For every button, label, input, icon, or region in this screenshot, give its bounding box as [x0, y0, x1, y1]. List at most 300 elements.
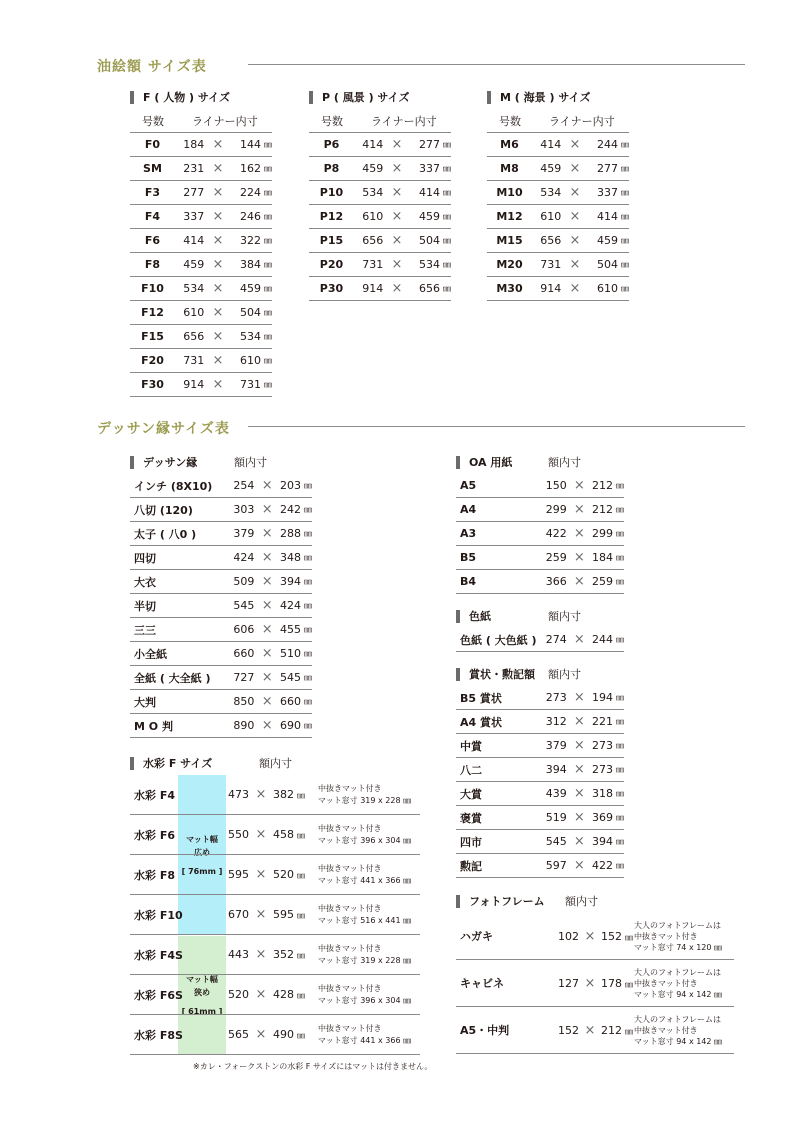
size-number: M30: [496, 282, 523, 295]
times-sign: ×: [569, 209, 581, 224]
size-number: M20: [496, 258, 523, 271]
mat-wide-label: マット幅: [186, 834, 218, 844]
table-row: [130, 815, 420, 855]
size-number: P8: [323, 162, 340, 175]
times-sign: ×: [573, 714, 585, 729]
table-row: [130, 714, 312, 738]
table-row: [130, 157, 272, 181]
mat-note-line2: マット窓寸 396 x 304 ㎜: [318, 995, 412, 1005]
size-number: M15: [496, 234, 523, 247]
size-values: [228, 1027, 318, 1042]
col-number-label: 号数: [321, 114, 343, 128]
table-heading: [456, 450, 624, 474]
mat-note-line2: マット窓寸 516 x 441 ㎜: [318, 915, 412, 925]
table-heading-label: 賞状・勲記額: [469, 668, 535, 681]
size-width: 277: [183, 186, 205, 199]
table-row: [130, 895, 420, 935]
size-width: 414: [540, 138, 562, 151]
table-row: [309, 181, 451, 205]
size-values: [228, 987, 318, 1002]
p-size-table: [309, 85, 451, 301]
size-height: 510: [280, 647, 302, 660]
heading-bar: [309, 91, 313, 104]
unit-mm: ㎜: [297, 871, 305, 880]
size-number: F12: [141, 306, 164, 319]
size-width: 890: [233, 719, 255, 732]
unit-mm: ㎜: [625, 1026, 633, 1036]
size-number: M10: [496, 186, 523, 199]
mat-note: [318, 943, 411, 967]
size-values: [228, 827, 318, 842]
times-sign: ×: [255, 787, 267, 802]
size-height: 459: [597, 234, 618, 247]
table-heading: [130, 85, 272, 109]
frame-name: B4: [460, 575, 477, 588]
table-row: [487, 229, 629, 253]
table-row: [130, 229, 272, 253]
times-sign: ×: [391, 233, 403, 248]
frame-name: A5・中判: [460, 1024, 510, 1037]
column-header-row: [309, 109, 451, 133]
table-heading-label: M ( 海景 ) サイズ: [500, 91, 591, 104]
mat-note-line1: 中抜きマット付き: [318, 943, 382, 953]
size-height: 422: [592, 859, 613, 872]
photo-note-line1: 大人のフォトフレームは: [634, 920, 722, 930]
size-height: 212: [592, 479, 613, 492]
size-width: 656: [362, 234, 384, 247]
frame-name: 水彩 F6S: [134, 988, 183, 1002]
times-sign: ×: [584, 1022, 596, 1038]
size-width: 414: [183, 234, 205, 247]
size-width: 606: [233, 623, 255, 636]
unit-mm: ㎜: [297, 791, 305, 800]
photo-note-line2: 中抜きマット付き: [634, 931, 698, 941]
size-width: 424: [233, 551, 255, 564]
times-sign: ×: [573, 786, 585, 801]
times-sign: ×: [569, 233, 581, 248]
unit-mm: ㎜: [616, 635, 624, 644]
table-row: [456, 758, 624, 782]
frame-name: 大賞: [460, 787, 482, 801]
table-row: [130, 594, 312, 618]
unit-mm: ㎜: [621, 260, 629, 269]
award-frame-table: [456, 662, 624, 878]
heading-bar: [487, 91, 491, 104]
times-sign: ×: [261, 574, 273, 589]
size-width: 520: [228, 988, 249, 1001]
size-height: 731: [240, 378, 261, 391]
size-width: 127: [558, 976, 579, 990]
size-width: 610: [183, 306, 205, 319]
frame-name: 八切 (120): [134, 503, 193, 517]
table-row: [456, 474, 624, 498]
frame-name: 水彩 F6: [134, 828, 175, 842]
photo-note-line3: マット窓寸 94 x 142 ㎜: [634, 1036, 723, 1046]
times-sign: ×: [391, 281, 403, 296]
table-row: [130, 642, 312, 666]
size-values: [558, 929, 634, 944]
mat-note-line1: 中抜きマット付き: [318, 823, 382, 833]
size-height: 545: [280, 671, 302, 684]
times-sign: ×: [261, 502, 273, 517]
unit-mm: ㎜: [616, 693, 624, 702]
size-values: [228, 787, 318, 802]
times-sign: ×: [212, 377, 224, 392]
size-width: 299: [545, 503, 567, 516]
table-row: [130, 666, 312, 690]
unit-mm: ㎜: [443, 188, 451, 197]
frame-name: 太子 ( 八0 ): [134, 527, 197, 541]
size-width: 102: [558, 929, 579, 943]
mat-narrow-width: [ 61mm ]: [181, 1006, 223, 1016]
times-sign: ×: [261, 622, 273, 637]
size-number: P10: [319, 186, 344, 199]
size-width: 152: [558, 1023, 579, 1037]
size-number: F6: [144, 234, 161, 247]
unit-mm: ㎜: [621, 212, 629, 221]
table-row: [456, 522, 624, 546]
table-row: [130, 498, 312, 522]
size-width: 337: [183, 210, 205, 223]
heading-bar: [130, 456, 134, 469]
frame-name: キャビネ: [460, 977, 504, 990]
size-width: 519: [545, 811, 567, 824]
table-row: [130, 205, 272, 229]
size-height: 162: [240, 162, 261, 175]
unit-mm: ㎜: [264, 308, 272, 317]
mat-note: [318, 1023, 411, 1047]
col-size-label: 額内寸: [548, 610, 581, 623]
table-row: [456, 686, 624, 710]
watercolor-heading-label: 水彩 F サイズ: [143, 757, 213, 770]
table-heading: [456, 662, 624, 686]
watercolor-footnote: ※カレ・フォークストンの水彩 F サイズにはマットは付きません。: [193, 1062, 433, 1071]
unit-mm: ㎜: [616, 553, 624, 562]
table-row: [130, 570, 312, 594]
times-sign: ×: [569, 281, 581, 296]
size-height: 277: [597, 162, 618, 175]
mat-note: [318, 903, 411, 927]
size-width: 439: [545, 787, 567, 800]
table-row: [487, 133, 629, 157]
size-number: P30: [319, 282, 344, 295]
size-height: 348: [280, 551, 302, 564]
unit-mm: ㎜: [264, 284, 272, 293]
size-height: 224: [240, 186, 261, 199]
size-width: 273: [545, 691, 567, 704]
size-number: SM: [143, 162, 162, 175]
times-sign: ×: [569, 257, 581, 272]
unit-mm: ㎜: [304, 505, 313, 514]
col-size-label: 額内寸: [548, 456, 581, 469]
size-height: 212: [592, 503, 613, 516]
size-height: 504: [419, 234, 440, 247]
unit-mm: ㎜: [616, 861, 624, 870]
size-height: 203: [280, 479, 302, 492]
unit-mm: ㎜: [264, 260, 272, 269]
frame-name: 四市: [460, 835, 482, 849]
size-height: 428: [273, 988, 294, 1001]
times-sign: ×: [573, 526, 585, 541]
frame-name: 八二: [460, 763, 482, 777]
times-sign: ×: [391, 257, 403, 272]
heading-bar: [130, 757, 134, 770]
size-width: 379: [233, 527, 255, 540]
table-row: [456, 734, 624, 758]
table-row: [309, 253, 451, 277]
size-width: 595: [228, 868, 249, 881]
table-row: [130, 181, 272, 205]
photo-note: [634, 920, 722, 953]
size-values: [228, 907, 318, 922]
mat-note-line1: 中抜きマット付き: [318, 903, 382, 913]
table-heading-label: デッサン縁: [143, 456, 198, 469]
frame-name: 中賞: [460, 739, 482, 753]
size-height: 458: [273, 828, 294, 841]
photo-note-line3: マット窓寸 94 x 142 ㎜: [634, 989, 723, 999]
size-width: 656: [183, 330, 205, 343]
table-row: [309, 133, 451, 157]
table-heading-label: フォトフレーム: [469, 895, 545, 908]
table-row: [487, 277, 629, 301]
photo-note: [634, 967, 722, 1000]
unit-mm: ㎜: [264, 356, 272, 365]
times-sign: ×: [391, 137, 403, 152]
column-header-row: [487, 109, 629, 133]
frame-name: 大衣: [134, 575, 156, 589]
photo-note: [634, 1014, 722, 1047]
size-number: P6: [323, 138, 340, 151]
size-width: 670: [228, 908, 249, 921]
table-heading: [456, 889, 734, 913]
mat-note-line1: 中抜きマット付き: [318, 983, 382, 993]
size-height: 352: [273, 948, 294, 961]
frame-name: A4: [460, 503, 477, 516]
size-height: 504: [597, 258, 618, 271]
size-width: 379: [545, 739, 567, 752]
heading-bar: [456, 668, 460, 681]
table-row: [130, 474, 312, 498]
size-height: 382: [273, 788, 294, 801]
mat-note-line2: マット窓寸 441 x 366 ㎜: [318, 1035, 412, 1045]
times-sign: ×: [569, 137, 581, 152]
table-row: [130, 855, 420, 895]
size-height: 520: [273, 868, 294, 881]
times-sign: ×: [261, 478, 273, 493]
size-width: 731: [183, 354, 205, 367]
unit-mm: ㎜: [616, 789, 624, 798]
unit-mm: ㎜: [264, 164, 272, 173]
size-height: 534: [419, 258, 440, 271]
size-width: 914: [183, 378, 205, 391]
size-width: 914: [362, 282, 384, 295]
size-width: 459: [540, 162, 562, 175]
table-row: [456, 498, 624, 522]
unit-mm: ㎜: [616, 813, 624, 822]
times-sign: ×: [212, 185, 224, 200]
table-row: [456, 628, 624, 652]
size-height: 610: [240, 354, 261, 367]
size-number: F4: [144, 210, 161, 223]
frame-name: M O 判: [134, 719, 173, 733]
frame-name: 色紙 ( 大色紙 ): [460, 633, 537, 647]
unit-mm: ㎜: [616, 529, 624, 538]
frame-name: 水彩 F4S: [134, 948, 183, 962]
frame-name: 三三: [134, 623, 156, 637]
size-width: 366: [545, 575, 567, 588]
table-heading: [456, 604, 624, 628]
unit-mm: ㎜: [443, 236, 451, 245]
times-sign: ×: [573, 574, 585, 589]
mat-note-line1: 中抜きマット付き: [318, 863, 382, 873]
size-width: 394: [545, 763, 567, 776]
times-sign: ×: [573, 738, 585, 753]
size-height: 178: [601, 976, 622, 990]
size-height: 690: [280, 719, 302, 732]
mat-wide-width: [ 76mm ]: [181, 866, 223, 876]
table-row: [456, 570, 624, 594]
mat-wide-label-2: 広め: [194, 847, 210, 857]
times-sign: ×: [212, 257, 224, 272]
oa-paper-table: [456, 450, 624, 594]
size-number: P12: [319, 210, 344, 223]
size-height: 459: [419, 210, 440, 223]
size-height: 369: [592, 811, 613, 824]
times-sign: ×: [261, 670, 273, 685]
table-row: [130, 975, 420, 1015]
table-row: [487, 253, 629, 277]
size-values: [228, 947, 318, 962]
unit-mm: ㎜: [443, 284, 451, 293]
mat-note: [318, 823, 411, 847]
size-width: 254: [233, 479, 255, 492]
frame-name: 大判: [134, 695, 156, 709]
unit-mm: ㎜: [304, 673, 313, 682]
unit-mm: ㎜: [621, 284, 629, 293]
table-row: [456, 830, 624, 854]
frame-name: 四切: [134, 551, 156, 565]
size-height: 660: [280, 695, 302, 708]
unit-mm: ㎜: [304, 721, 313, 730]
size-number: F30: [141, 378, 164, 391]
mat-note: [318, 983, 411, 1007]
size-width: 731: [540, 258, 562, 271]
unit-mm: ㎜: [621, 188, 629, 197]
table-row: [130, 253, 272, 277]
photo-note-line1: 大人のフォトフレームは: [634, 1014, 722, 1024]
photo-note-line2: 中抜きマット付き: [634, 1025, 698, 1035]
size-width: 534: [183, 282, 205, 295]
times-sign: ×: [573, 810, 585, 825]
unit-mm: ㎜: [621, 140, 629, 149]
frame-name: A4 賞状: [460, 715, 502, 729]
size-width: 727: [233, 671, 255, 684]
photo-note-line2: 中抜きマット付き: [634, 978, 698, 988]
frame-name: B5: [460, 551, 477, 564]
size-width: 550: [228, 828, 249, 841]
unit-mm: ㎜: [297, 951, 305, 960]
col-size-label: ライナー内寸: [371, 114, 437, 128]
mat-narrow-label: マット幅: [186, 974, 218, 984]
times-sign: ×: [212, 305, 224, 320]
frame-name: 水彩 F8: [134, 868, 175, 882]
mat-note-line2: マット窓寸 319 x 228 ㎜: [318, 795, 412, 805]
times-sign: ×: [212, 281, 224, 296]
size-number: M6: [500, 138, 519, 151]
table-row: [487, 181, 629, 205]
col-size-label: 額内寸: [565, 895, 598, 908]
size-width: 534: [362, 186, 384, 199]
size-height: 490: [273, 1028, 294, 1041]
times-sign: ×: [391, 185, 403, 200]
times-sign: ×: [573, 690, 585, 705]
size-width: 509: [233, 575, 255, 588]
times-sign: ×: [573, 858, 585, 873]
table-row: [130, 277, 272, 301]
size-width: 303: [233, 503, 255, 516]
table-row: [456, 806, 624, 830]
watercolor-col-size: 額内寸: [259, 757, 292, 770]
table-row: [456, 854, 624, 878]
times-sign: ×: [584, 975, 596, 991]
dessin-section-title: デッサン縁サイズ表: [97, 421, 230, 437]
size-height: 414: [597, 210, 618, 223]
table-row: [130, 690, 312, 714]
size-height: 504: [240, 306, 261, 319]
unit-mm: ㎜: [304, 577, 313, 586]
times-sign: ×: [569, 185, 581, 200]
frame-name: 半切: [134, 599, 156, 613]
size-height: 194: [592, 691, 613, 704]
size-number: F8: [144, 258, 161, 271]
unit-mm: ㎜: [625, 979, 633, 989]
table-row: [130, 349, 272, 373]
mat-note: [318, 863, 411, 887]
mat-note-line2: マット窓寸 441 x 366 ㎜: [318, 875, 412, 885]
unit-mm: ㎜: [297, 1031, 305, 1040]
size-width: 914: [540, 282, 562, 295]
size-height: 221: [592, 715, 613, 728]
table-heading-label: 色紙: [469, 610, 491, 623]
size-height: 610: [597, 282, 618, 295]
size-values: [558, 976, 634, 991]
table-row: [456, 913, 734, 960]
size-width: 414: [362, 138, 384, 151]
mat-note-line1: 中抜きマット付き: [318, 783, 382, 793]
size-values: [558, 1023, 634, 1038]
size-height: 246: [240, 210, 261, 223]
size-height: 277: [419, 138, 440, 151]
size-width: 459: [362, 162, 384, 175]
oil-section-title: 油絵額 サイズ表: [97, 59, 207, 75]
frame-name: A5: [460, 479, 477, 492]
table-row: [130, 935, 420, 975]
table-row: [130, 618, 312, 642]
size-width: 545: [545, 835, 567, 848]
table-row: [309, 157, 451, 181]
unit-mm: ㎜: [616, 505, 624, 514]
times-sign: ×: [261, 598, 273, 613]
size-height: 394: [280, 575, 302, 588]
unit-mm: ㎜: [616, 837, 624, 846]
frame-name: B5 賞状: [460, 691, 502, 705]
times-sign: ×: [573, 632, 585, 647]
size-height: 384: [240, 258, 261, 271]
frame-name: インチ (8X10): [134, 479, 213, 493]
size-height: 259: [592, 575, 613, 588]
times-sign: ×: [573, 550, 585, 565]
size-number: M8: [500, 162, 519, 175]
